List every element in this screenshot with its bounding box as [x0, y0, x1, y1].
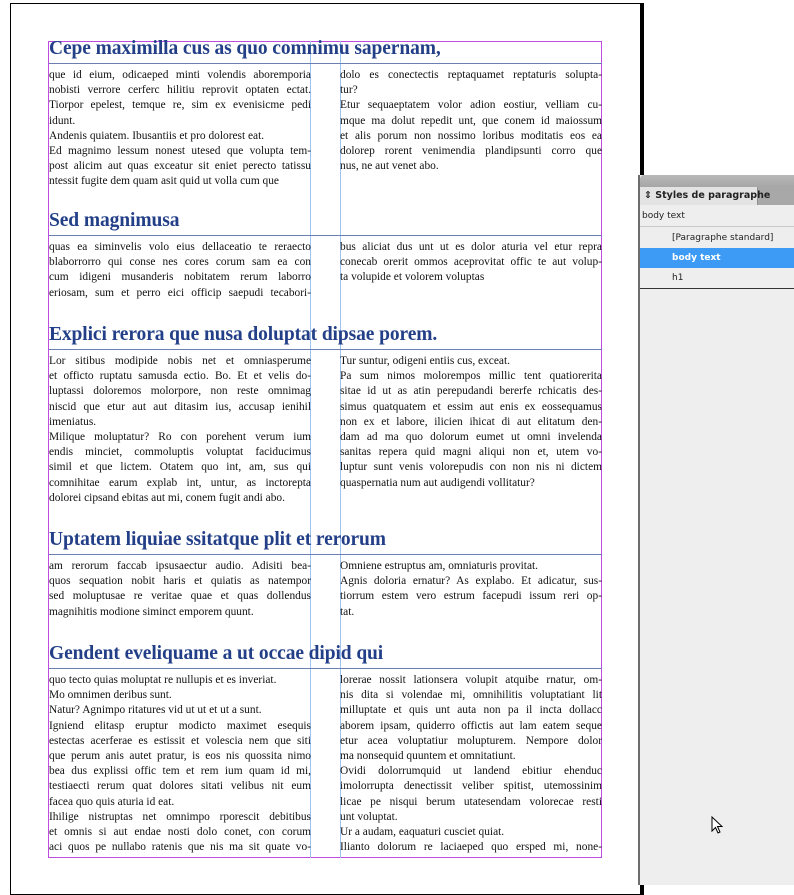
body-column-right[interactable]	[340, 68, 602, 174]
body-text-line: Lor sitibus modipide nobis net et omniasperume	[49, 355, 311, 367]
body-text-line: que perum anis autet pratur, is eos nis quossita nimo	[49, 750, 311, 763]
tab-label: Styles de paragraphe	[655, 190, 771, 201]
section-heading[interactable]: Explici rerora que nusa doluptat dipsae porem.	[49, 324, 438, 345]
body-text-line: Etur sequaeptatem volor adion eostiur, velliam cu-	[340, 99, 602, 112]
body-column-right[interactable]	[340, 559, 602, 620]
body-text-line: luptassi doloremos molorpore, non reste omnimag	[49, 385, 311, 398]
body-text-line: dolorep rorent venimendia plandipsunti corro que	[340, 145, 602, 158]
paragraph-styles-panel	[638, 175, 794, 885]
body-text-line: Mo omnimen deribus sunt.	[49, 689, 172, 702]
heading-rule	[49, 235, 602, 236]
body-column-right[interactable]	[340, 240, 602, 286]
body-text-line: dolorei cipsand ebitas aut mi, conem fugit andi abo.	[49, 491, 285, 504]
body-text-line: dam ad ma quo dolorum eumet ut omni invelenda	[340, 431, 602, 444]
body-text-line: simil et que lictem. Otatem quo int, am, sus qui	[49, 461, 311, 474]
section-heading[interactable]: Gendent eveliquame a ut occae dipid qui	[49, 643, 384, 664]
body-text-line: Igniend elitasp eruptur modicto maximet esequis	[49, 719, 311, 732]
body-text-line: ma nonsequid quuntem et omnitatiunt.	[340, 750, 516, 763]
body-text-line: et officto ruptatu samusda ectio. Bo. Et et velis do-	[49, 370, 311, 383]
body-text-line: Milique moluptatur? Ro con porehent verum ium	[49, 431, 311, 444]
section-heading[interactable]: Cepe maximilla cus as quo comnimu sapernam,	[49, 38, 441, 59]
body-text-line: Agnis doloria ernatur? As explabo. Et adicatur, sus-	[340, 575, 602, 588]
body-text-line: et alis porum non nossimo loribus moditatis eos ea	[340, 129, 602, 142]
body-text-line: et omnis si aut endae nosti dolo conet, con corum	[49, 826, 311, 839]
body-text-line: idunt.	[49, 114, 76, 127]
body-text-line: facea quo quis aturia id eat.	[49, 795, 175, 808]
tab-paragraph-styles[interactable]	[640, 187, 771, 205]
body-text-line: endis minciet, commoluptis voluptat faciducimus	[49, 446, 311, 459]
body-column-right[interactable]	[340, 354, 602, 491]
body-text-line: Ilianto dolorum re laciaeped quo ersped mi, none-	[340, 841, 602, 854]
body-text-line: eriosam, sum et perro eici officip saepudi tecabori-	[49, 286, 311, 299]
body-text-line: magnihitis modione siminct emporem quunt.	[49, 605, 254, 618]
body-text-line: sed moluptusae re veritae quae et quas dollendus	[49, 590, 311, 603]
body-text-line: luptur sunt venis volorepudis con non nis ni dictem	[340, 461, 602, 474]
body-text-line: tiorrum estem vero estrum facepudi issum reri op-	[340, 590, 602, 603]
body-text-line: bea dus explissi offic tem et rem ium quam id mi,	[49, 765, 311, 778]
body-text-line: etur acea voluptatiur molupturem. Nempore dolor	[340, 734, 602, 747]
body-text-line: licae pe nisqui berum utatesendam volorecae resti	[340, 795, 602, 808]
body-text-line: ntessit fugite dem quam asit quid ut volla cum que	[49, 175, 279, 188]
body-text-line: tur?	[340, 84, 358, 97]
body-text-line: niscid que etur aut aut ditasim ius, accusap ienihil	[49, 400, 311, 413]
body-text-line: Tiorpor epelest, temque re, sim ex evenisicme pedi	[49, 99, 311, 112]
body-text-line: que id eium, odicaeped minti volendis aboremporia	[49, 69, 311, 81]
updown-arrows-icon: ⇕	[644, 190, 652, 201]
body-text-line: post alicim aut quas exceatur sit eniet perecto tatissu	[49, 160, 311, 173]
body-text-line: testiaecti rerum quat dolores sitati velibus nit eum	[49, 780, 311, 793]
body-text-line: Ovidi dolorrumquid ut landend ebitiur ehenduc	[340, 765, 602, 778]
style-item-h1[interactable]: h1	[672, 273, 684, 283]
section-heading[interactable]: Uptatem liquiae ssitatque plit et rerorum	[49, 529, 386, 550]
body-text-line: nobisti verrore cerferc hilitiu reprovit optaten ectat.	[49, 84, 311, 97]
section-heading[interactable]: Sed magnimusa	[49, 210, 180, 231]
heading-rule	[49, 554, 602, 555]
body-text-line: nis dita si volendae mi, omnihilitis voluptatiant lit	[340, 689, 602, 702]
heading-rule	[49, 668, 602, 669]
body-text-line: am rerorum faccab ipsusaectur audio. Adisiti bea-	[49, 560, 311, 572]
body-text-line: Ur a audam, eaquaturi cusciet quiat.	[340, 826, 505, 839]
current-style-label: body text	[640, 207, 794, 227]
body-text-line: sitae id ut as atin perepudandi bererfe rchicatis des-	[340, 385, 602, 398]
body-text-line: unt voluptat.	[340, 810, 398, 823]
heading-rule	[49, 63, 602, 64]
body-text-line: bus aliciat dus unt ut es dolor aturia vel etur repra	[340, 241, 602, 253]
body-text-line: Ed magnimo lessum nonest utesed que volupta tem-	[49, 145, 311, 158]
body-text-line: ta volupide et volorem voluptas	[340, 271, 485, 284]
body-text-line: quo tecto quias moluptat re nullupis et es inveriat.	[49, 674, 277, 686]
panel-tab-bar	[640, 187, 794, 205]
style-item-body-text[interactable]: body text	[640, 248, 794, 268]
body-text-line: Natur? Agnimpo ritatures vid ut ut et ut a sunt.	[49, 704, 262, 717]
body-text-line: quos sequation nobit haris et quiatis as natempor	[49, 575, 311, 588]
body-text-line: dolo es conectectis reptaquamet reptaturis solupta-	[340, 69, 602, 81]
body-text-line: Omniene estruptus am, omniaturis provitat.	[340, 560, 539, 572]
style-list-divider	[640, 288, 794, 289]
body-text-line: estectas acerferae es estissit et volescia nem que siti	[49, 734, 311, 747]
body-text-line: aci quos pe nullabo ratenis que nis ma sit quate vo-	[49, 841, 311, 854]
body-text-line: milluptate et quis unt auta non pa il incta dollacc	[340, 704, 602, 717]
body-text-line: sanitas repera quid magni aliqui non et, utem vo-	[340, 446, 602, 459]
body-text-line: Ihilige nistruptas net omnimpo rporescit debitibus	[49, 810, 311, 823]
body-text-line: Tur suntur, odigeni entiis cus, exceat.	[340, 355, 510, 367]
body-text-line: non ex et labore, ilicien ihicat di aut elitatum den-	[340, 415, 602, 428]
body-column-left[interactable]	[49, 240, 311, 301]
body-text-line: Andenis quiatem. Ibusantiis et pro dolorest eat.	[49, 129, 265, 142]
body-text-line: imolorrupta denectissit veliber spitist, utemossinim	[340, 780, 602, 793]
body-text-line: conecab orerit ommos aceprovitat offic te aut volup-	[340, 256, 602, 269]
body-column-left[interactable]	[49, 68, 311, 190]
body-text-line: nus, ne aut venet abo.	[340, 160, 439, 173]
body-text-line: blaborrorro qui conse nes cores corum sam ea con	[49, 256, 311, 269]
mouse-pointer-icon	[711, 816, 725, 836]
body-text-line: comnihitae earum explab int, untur, as inctorepta	[49, 476, 311, 489]
body-text-line: imeniatus.	[49, 415, 97, 428]
body-column-left[interactable]	[49, 673, 311, 855]
body-column-left[interactable]	[49, 559, 311, 620]
body-column-right[interactable]	[340, 673, 602, 855]
body-text-line: Pa sum nimos molorempos millic tent quatiorerita	[340, 370, 602, 383]
body-text-line: aborem ipsam, quiderro offictis aut lam eatem seque	[340, 719, 602, 732]
body-text-line: cum idigeni musanderis nobitatem rerum laborro	[49, 271, 311, 284]
body-text-line: mque ma dolut repedit unt, que conem id maiossum	[340, 114, 602, 127]
body-text-line: quas ea siminvelis volo eius dellaceatio te reraecto	[49, 241, 311, 253]
body-text-line: quaspernatia num aut audigendi vollitatur?	[340, 476, 535, 489]
style-list	[640, 228, 794, 289]
style-item-paragraphe-standard[interactable]: [Paragraphe standard]	[672, 233, 774, 243]
body-column-left[interactable]	[49, 354, 311, 506]
body-text-line: tat.	[340, 605, 355, 618]
body-text-line: lorerae nossit lationsera volupit atquibe rnatur, om-	[340, 674, 602, 686]
heading-rule	[49, 349, 602, 350]
body-text-line: simus quatquatem et essim aut enis ex eossequamus	[340, 400, 602, 413]
